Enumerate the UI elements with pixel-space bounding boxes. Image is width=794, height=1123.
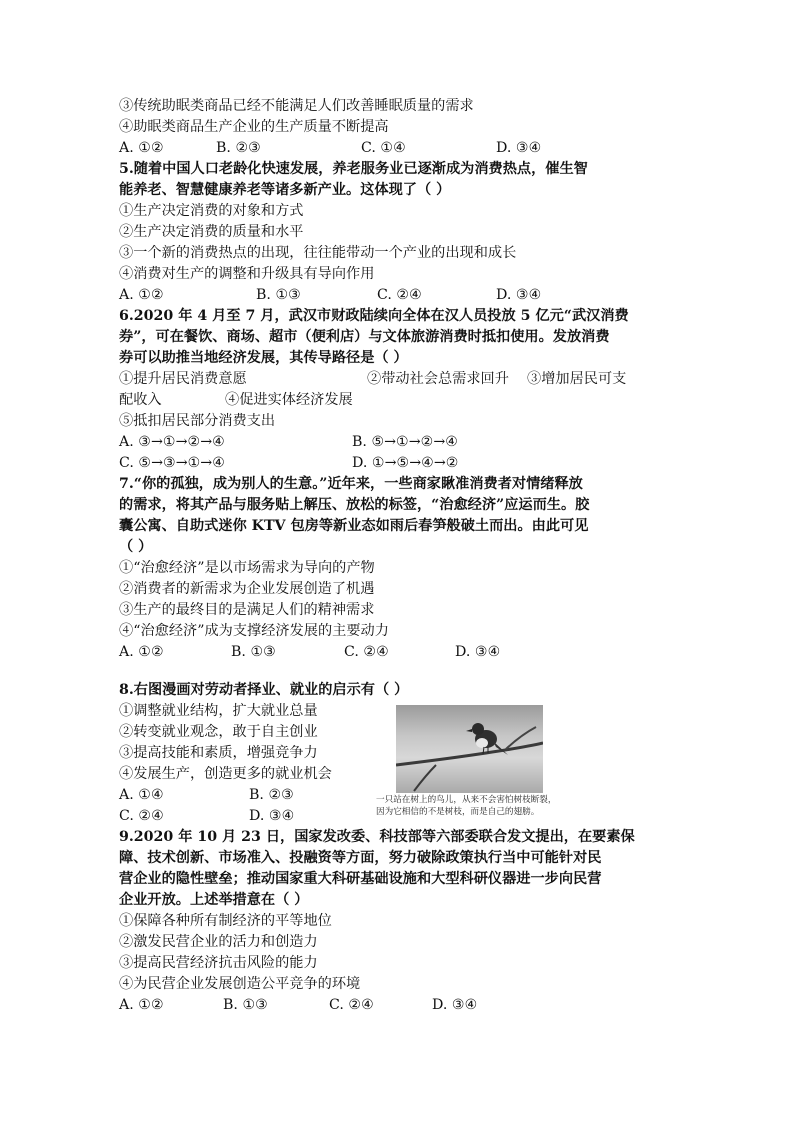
- option-c: C. ②④: [344, 644, 389, 660]
- question-7-stem-cont: 的需求，将其产品与服务贴上解压、放松的标签，“治愈经济”应运而生。胶: [119, 497, 590, 513]
- question-9-statement-1: ①保障各种所有制经济的平等地位: [119, 913, 332, 929]
- question-7-statement-1: ①“治愈经济”是以市场需求为导向的产物: [119, 560, 375, 576]
- question-6-statement-4: ④促进实体经济发展: [225, 392, 353, 408]
- option-c: C. ②④: [119, 808, 164, 824]
- bird-on-branch-icon: [396, 705, 543, 793]
- question-9-statement-3: ③提高民营经济抗击风险的能力: [119, 955, 318, 971]
- question-7-statement-4: ④“治愈经济”成为支撑经济发展的主要动力: [119, 623, 389, 639]
- question-6-stem: 6.2020 年 4 月至 7 月，武汉市财政陆续向全体在汉人员投放 5 亿元“武汉消费: [119, 308, 629, 324]
- question-6-statement-3-cont: 配收入: [119, 392, 162, 408]
- question-7-stem: 7.“你的孤独，成为别人的生意。”近年来，一些商家瞅准消费者对情绪释放: [119, 476, 583, 492]
- option-c: C. ⑤→③→①→④: [119, 455, 225, 471]
- option-d: D. ③④: [496, 140, 542, 156]
- question-7-statement-2: ②消费者的新需求为企业发展创造了机遇: [119, 581, 375, 597]
- option-a: A. ①②: [119, 287, 164, 303]
- option-b: B. ①③: [231, 644, 276, 660]
- question-7-statement-3: ③生产的最终目的是满足人们的精神需求: [119, 602, 375, 618]
- option-b: B. ⑤→①→②→④: [352, 434, 458, 450]
- question-9-statement-2: ②激发民营企业的活力和创造力: [119, 934, 318, 950]
- option-c: C. ①④: [361, 140, 406, 156]
- question-7-stem-cont2: 囊公寓、自助式迷你 KTV 包房等新业态如雨后春笋般破土而出。由此可见: [119, 518, 589, 534]
- option-b: B. ①③: [256, 287, 301, 303]
- question-5-statement-4: ④消费对生产的调整和升级具有导向作用: [119, 266, 375, 282]
- option-d: D. ③④: [432, 997, 478, 1013]
- option-b: B. ①③: [223, 997, 268, 1013]
- option-a: A. ①④: [119, 787, 164, 803]
- question-5-statement-1: ①生产决定消费的对象和方式: [119, 203, 304, 219]
- figure-caption-line-1: 一只站在树上的鸟儿，从来不会害怕树枝断裂，: [376, 795, 557, 805]
- question-6-statement-5: ⑤抵扣居民部分消费支出: [119, 413, 276, 429]
- figure-caption-line-2: 因为它相信的不是树枝，而是自己的翅膀。: [376, 807, 540, 817]
- question-9-stem-cont3: 企业开放。上述举措意在（ ）: [119, 892, 309, 908]
- question-8-statement-1: ①调整就业结构，扩大就业总量: [119, 703, 318, 719]
- question-8-statement-3: ③提高技能和素质，增强竞争力: [119, 745, 318, 761]
- option-a: A. ③→①→②→④: [119, 434, 225, 450]
- option-c: C. ②④: [377, 287, 422, 303]
- question-6-statement-3: ③增加居民可支: [527, 371, 627, 387]
- option-d: D. ①→⑤→④→②: [352, 455, 459, 471]
- question-8-statement-4: ④发展生产，创造更多的就业机会: [119, 766, 332, 782]
- option-a: A. ①②: [119, 140, 164, 156]
- question-9-statement-4: ④为民营企业发展创造公平竞争的环境: [119, 976, 361, 992]
- statement-3: ③传统助眠类商品已经不能满足人们改善睡眠质量的需求: [119, 98, 474, 114]
- question-8-stem: 8.右图漫画对劳动者择业、就业的启示有（ ）: [119, 682, 409, 698]
- question-6-stem-cont2: 券可以助推当地经济发展，其传导路径是（ ）: [119, 350, 408, 366]
- option-b: B. ②③: [249, 787, 294, 803]
- option-a: A. ①②: [119, 997, 164, 1013]
- question-5-stem-cont: 能养老、智慧健康养老等诸多新产业。这体现了（ ）: [119, 182, 451, 198]
- statement-4: ④助眠类商品生产企业的生产质量不断提高: [119, 119, 389, 135]
- question-5-statement-2: ②生产决定消费的质量和水平: [119, 224, 304, 240]
- option-d: D. ③④: [249, 808, 295, 824]
- question-6-statement-2: ②带动社会总需求回升: [367, 371, 509, 387]
- option-b: B. ②③: [216, 140, 261, 156]
- question-8-statement-2: ②转变就业观念，敢于自主创业: [119, 724, 318, 740]
- question-6-stem-cont: 券”，可在餐饮、商场、超市（便利店）与文体旅游消费时抵扣使用。发放消费: [119, 329, 610, 345]
- question-5-statement-3: ③一个新的消费热点的出现，往往能带动一个产业的出现和成长: [119, 245, 517, 261]
- question-9-stem-cont2: 营企业的隐性壁垒；推动国家重大科研基础设施和大型科研仪器进一步向民营: [119, 871, 602, 887]
- question-9-stem-cont: 障、技术创新、市场准入、投融资等方面，努力破除政策执行当中可能针对民: [119, 850, 602, 866]
- option-c: C. ②④: [329, 997, 374, 1013]
- question-7-stem-cont3: （ ）: [119, 539, 153, 555]
- question-6-statement-1: ①提升居民消费意愿: [119, 371, 247, 387]
- question-5-stem: 5.随着中国人口老龄化快速发展，养老服务业已逐渐成为消费热点，催生智: [119, 161, 588, 177]
- option-d: D. ③④: [455, 644, 501, 660]
- cartoon-bird-image: [396, 705, 543, 793]
- question-9-stem: 9.2020 年 10 月 23 日，国家发改委、科技部等六部委联合发文提出，在要素保: [119, 829, 635, 845]
- option-a: A. ①②: [119, 644, 164, 660]
- option-d: D. ③④: [496, 287, 542, 303]
